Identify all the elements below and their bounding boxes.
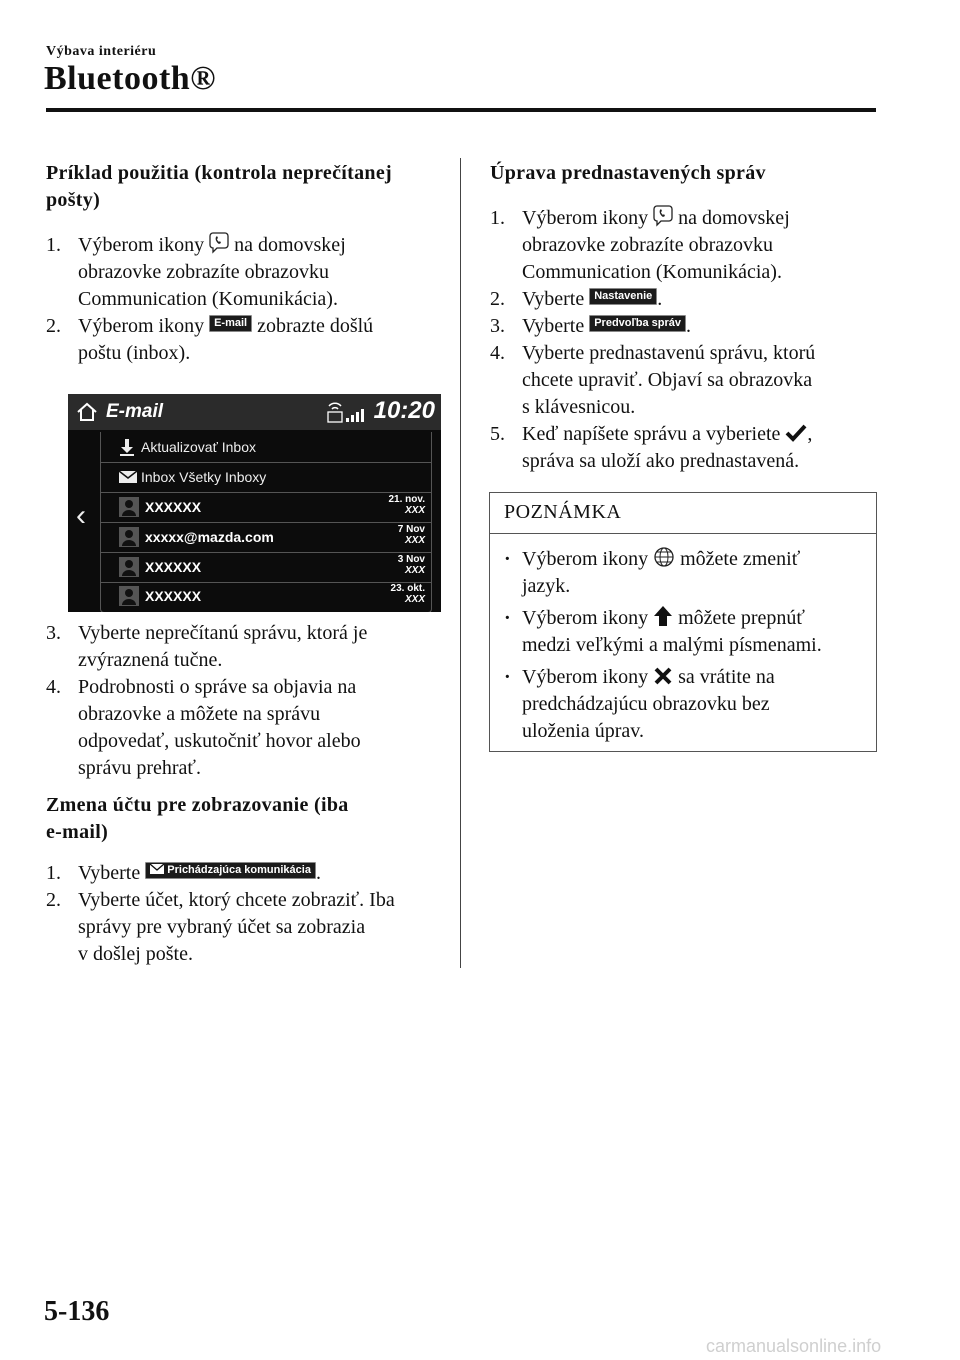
step-4: 4. Podrobnosti o správe sa objavia na obrazovke a môžete na správu odpovedať, uskutočniť hovor alebo správu prehrať. bbox=[46, 676, 361, 779]
communication-icon bbox=[209, 232, 229, 254]
preset-step-4: 4. Vyberte prednastavenú správu, ktorú chcete upraviť. Objaví sa obrazovka s klávesnicou. bbox=[490, 342, 816, 418]
update-inbox-item[interactable]: Aktualizovať Inbox bbox=[101, 432, 431, 463]
note-bullet-language: · Výberom ikony môžete zmeniť jazyk. bbox=[504, 548, 801, 597]
contact-avatar-icon bbox=[119, 527, 139, 547]
note-bullet-cancel: · Výberom ikony sa vrátite na predchádzajúcu obrazovku bez uloženia úprav. bbox=[504, 666, 775, 742]
page-title: Bluetooth® bbox=[44, 60, 217, 97]
inbox-selector-item[interactable]: Inbox Všetky Inboxy bbox=[101, 462, 431, 493]
email-button: E-mail bbox=[209, 315, 252, 332]
communication-icon bbox=[653, 205, 673, 227]
message-row[interactable]: XXXXXX 23. okt. XXX bbox=[101, 582, 431, 611]
note-title: POZNÁMKA bbox=[504, 501, 622, 523]
step-1: 1. Výberom ikony na domovskej obrazovke zobrazíte obrazovku Communication (Komunikácia). bbox=[46, 234, 346, 310]
message-row[interactable]: xxxxx@mazda.com 7 Nov XXX bbox=[101, 523, 431, 553]
message-row[interactable]: XXXXXX 21. nov. XXX bbox=[101, 493, 431, 523]
status-icons bbox=[326, 398, 366, 426]
shift-arrow-icon bbox=[653, 605, 673, 627]
column-divider bbox=[460, 158, 461, 968]
step-account-2: 2. Vyberte účet, ktorý chcete zobraziť. Iba správy pre vybraný účet sa zobrazia v došlej pošte. bbox=[46, 889, 395, 965]
preset-step-2: 2. Vyberte Nastavenie . bbox=[490, 288, 663, 310]
back-arrow-icon[interactable]: ‹ bbox=[76, 499, 86, 532]
page-number: 5-136 bbox=[44, 1296, 110, 1327]
header-rule bbox=[46, 108, 876, 112]
email-screen bbox=[68, 394, 441, 612]
note-box bbox=[489, 492, 877, 752]
screen-top-bar bbox=[68, 394, 441, 430]
settings-button: Nastavenie bbox=[589, 288, 657, 305]
contact-avatar-icon bbox=[119, 557, 139, 577]
heading-example: Príklad použitia (kontrola neprečítanej pošty) bbox=[46, 162, 392, 211]
section-label: Výbava interiéru bbox=[46, 44, 157, 59]
email-menu-list bbox=[100, 432, 432, 612]
checkmark-icon bbox=[785, 423, 807, 443]
incoming-communication-button: Prichádzajúca komunikácia bbox=[145, 862, 316, 879]
heading-preset: Úprava prednastavených správ bbox=[490, 162, 766, 184]
watermark: carmanualsonline.info bbox=[706, 1336, 882, 1356]
contact-avatar-icon bbox=[119, 497, 139, 517]
preset-messages-button: Predvoľba správ bbox=[589, 315, 686, 332]
screen-clock: 10:20 bbox=[373, 397, 435, 424]
preset-step-5: 5. Keď napíšete správu a vyberiete , správa sa uloží ako prednastavená. bbox=[490, 423, 813, 472]
step-account-1: 1. Vyberte Prichádzajúca komunikácia . bbox=[46, 862, 321, 884]
home-icon bbox=[76, 402, 98, 422]
globe-icon bbox=[653, 546, 675, 568]
envelope-icon bbox=[119, 471, 137, 483]
heading-account: Zmena účtu pre zobrazovanie (iba e-mail) bbox=[46, 794, 349, 843]
note-bullet-shift: · Výberom ikony môžete prepnúť medzi veľkými a malými písmenami. bbox=[504, 607, 822, 656]
step-3: 3. Vyberte neprečítanú správu, ktorá je zvýraznená tučne. bbox=[46, 622, 368, 671]
step-2: 2. Výberom ikony E-mail zobrazte došlú poštu (inbox). bbox=[46, 315, 374, 364]
preset-step-1: 1. Výberom ikony na domovskej obrazovke zobrazíte obrazovku Communication (Komunikácia). bbox=[490, 207, 790, 283]
contact-avatar-icon bbox=[119, 586, 139, 606]
message-row[interactable]: XXXXXX 3 Nov XXX bbox=[101, 553, 431, 583]
preset-step-3: 3. Vyberte Predvoľba správ . bbox=[490, 315, 691, 337]
download-icon bbox=[119, 438, 135, 456]
close-icon bbox=[653, 666, 673, 686]
envelope-icon bbox=[150, 864, 164, 874]
screen-title: E-mail bbox=[106, 401, 164, 422]
